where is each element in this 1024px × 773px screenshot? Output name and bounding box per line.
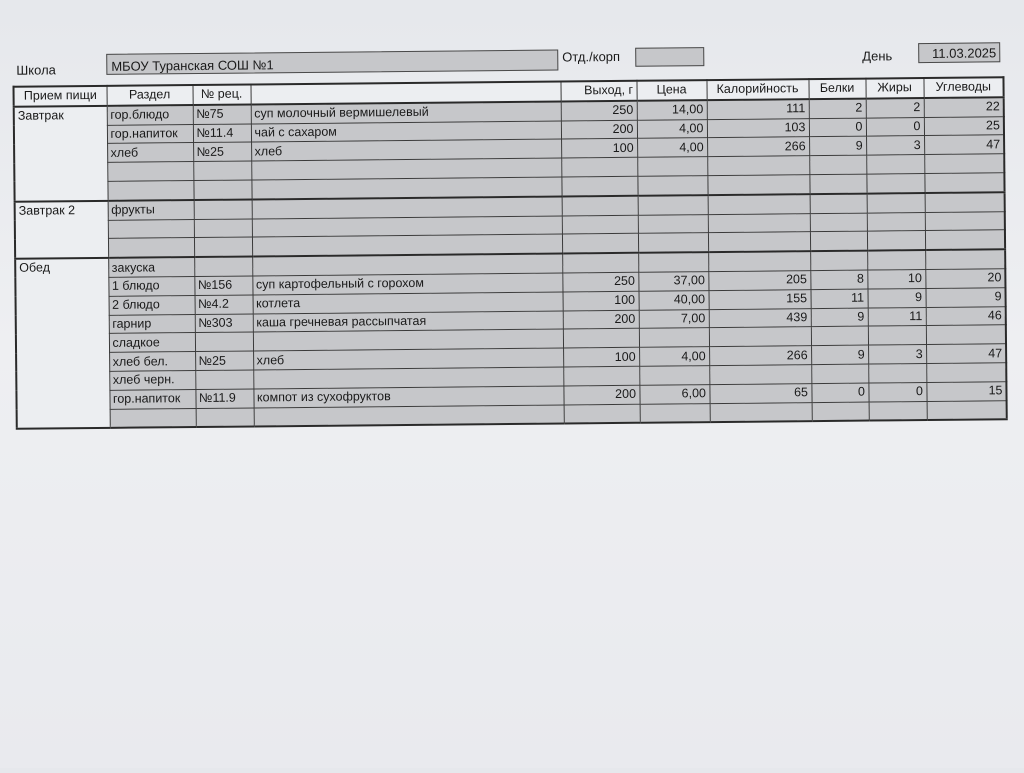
- weight-cell: [564, 404, 640, 424]
- carbs-cell: 47: [926, 344, 1006, 364]
- col-header-protein: Белки: [808, 79, 865, 99]
- price-cell: 4,00: [639, 347, 709, 366]
- weight-cell: [563, 329, 639, 349]
- fat-cell: [867, 212, 925, 231]
- carbs-cell: 47: [924, 135, 1004, 155]
- recipe-cell: [194, 237, 252, 257]
- kcal-cell: [709, 327, 811, 347]
- meal-name: Обед: [15, 258, 110, 429]
- protein-cell: 0: [811, 383, 868, 402]
- fat-cell: [867, 250, 925, 270]
- section-cell: закуска: [108, 257, 194, 277]
- carbs-cell: [925, 211, 1005, 231]
- section-cell: 1 блюдо: [108, 277, 194, 297]
- dept-field: [635, 47, 704, 67]
- protein-cell: 9: [811, 345, 868, 364]
- protein-cell: 11: [810, 289, 867, 308]
- protein-cell: [809, 155, 866, 174]
- day-field: 11.03.2025: [918, 42, 1000, 63]
- carbs-cell: 20: [925, 269, 1005, 289]
- weight-cell: [563, 366, 639, 386]
- weight-cell: [562, 234, 638, 254]
- carbs-cell: [924, 173, 1004, 193]
- section-cell: [108, 238, 194, 258]
- section-cell: гор.напиток: [109, 389, 195, 409]
- meal-name: Завтрак 2: [15, 201, 109, 259]
- kcal-cell: [708, 213, 810, 233]
- recipe-cell: [195, 332, 253, 351]
- kcal-cell: 155: [708, 289, 810, 309]
- col-header-meal: Прием пищи: [14, 86, 107, 107]
- protein-cell: 8: [810, 270, 867, 289]
- kcal-cell: [708, 194, 810, 214]
- carbs-cell: [927, 400, 1007, 420]
- dish-cell: хлеб: [251, 139, 561, 161]
- col-header-weight: Выход, г: [560, 81, 636, 102]
- dish-cell: чай с сахаром: [251, 121, 561, 143]
- recipe-cell: №11.4: [193, 124, 251, 143]
- dish-cell: котлета: [253, 292, 563, 314]
- recipe-cell: [196, 408, 254, 428]
- protein-cell: 9: [811, 308, 868, 327]
- recipe-cell: №303: [195, 314, 253, 333]
- fat-cell: [868, 326, 926, 345]
- protein-cell: [810, 251, 867, 271]
- kcal-cell: 111: [707, 99, 809, 119]
- kcal-cell: [707, 175, 809, 195]
- section-cell: фрукты: [108, 200, 194, 220]
- fat-cell: [868, 363, 926, 382]
- col-header-kcal: Калорийность: [706, 79, 808, 100]
- weight-cell: 100: [563, 347, 639, 367]
- protein-cell: [810, 231, 867, 251]
- recipe-cell: [194, 199, 252, 219]
- carbs-cell: [925, 230, 1005, 250]
- price-cell: [640, 403, 710, 423]
- weight-cell: [561, 157, 637, 177]
- weight-cell: [562, 253, 638, 273]
- fat-cell: [867, 231, 925, 251]
- recipe-cell: №75: [193, 104, 251, 124]
- recipe-cell: [195, 370, 253, 389]
- carbs-cell: 15: [926, 381, 1006, 401]
- fat-cell: 0: [868, 382, 926, 401]
- school-label: Школа: [16, 62, 56, 78]
- col-header-fat: Жиры: [865, 78, 923, 98]
- kcal-cell: 65: [709, 383, 811, 403]
- kcal-cell: [708, 232, 810, 252]
- protein-cell: 0: [809, 118, 866, 137]
- price-cell: [638, 233, 708, 253]
- dish-cell: каша гречневая рассыпчатая: [253, 311, 563, 333]
- col-header-section: Раздел: [107, 85, 193, 106]
- price-cell: 14,00: [637, 100, 707, 120]
- protein-cell: 9: [809, 136, 866, 155]
- weight-cell: 200: [563, 385, 639, 405]
- price-cell: [638, 252, 708, 272]
- price-cell: 6,00: [639, 384, 709, 403]
- school-field: МБОУ Туранская СОШ №1: [106, 50, 558, 75]
- section-cell: гор.напиток: [107, 124, 193, 144]
- fat-cell: 3: [866, 136, 924, 155]
- carbs-cell: 9: [925, 288, 1005, 308]
- carbs-cell: 22: [924, 97, 1004, 117]
- kcal-cell: 266: [709, 346, 811, 366]
- kcal-cell: [708, 251, 810, 271]
- price-cell: 40,00: [638, 290, 708, 309]
- dish-cell: [254, 405, 564, 427]
- section-cell: [107, 181, 193, 201]
- weight-cell: 250: [561, 101, 637, 121]
- protein-cell: [811, 326, 868, 345]
- protein-cell: [810, 193, 867, 213]
- carbs-cell: 25: [924, 116, 1004, 136]
- recipe-cell: [194, 257, 252, 277]
- section-cell: сладкое: [109, 333, 195, 353]
- recipe-cell: №4.2: [195, 295, 253, 314]
- meal-name: Завтрак: [14, 106, 108, 202]
- fat-cell: 2: [866, 98, 924, 118]
- fat-cell: 9: [867, 288, 925, 307]
- protein-cell: [812, 402, 869, 422]
- fat-cell: [869, 401, 927, 421]
- protein-cell: [809, 174, 866, 194]
- weight-cell: 250: [562, 272, 638, 292]
- dish-cell: суп молочный вермишелевый: [251, 101, 561, 123]
- carbs-cell: [926, 363, 1006, 383]
- fat-cell: [866, 155, 924, 174]
- weight-cell: [562, 215, 638, 235]
- carbs-cell: [926, 325, 1006, 345]
- section-cell: хлеб черн.: [109, 370, 195, 390]
- carbs-cell: 46: [926, 306, 1006, 326]
- recipe-cell: [193, 161, 251, 180]
- recipe-cell: [193, 180, 251, 200]
- weight-cell: 200: [563, 310, 639, 330]
- price-cell: [637, 176, 707, 196]
- fat-cell: 10: [867, 269, 925, 288]
- col-header-recipe: № рец.: [192, 84, 250, 104]
- price-cell: [639, 366, 709, 385]
- section-cell: [108, 219, 194, 239]
- weight-cell: 200: [561, 120, 637, 140]
- kcal-cell: 205: [708, 271, 810, 291]
- protein-cell: [811, 364, 868, 383]
- section-cell: гарнир: [109, 314, 195, 334]
- recipe-cell: №25: [195, 351, 253, 370]
- menu-table: [12, 76, 1007, 430]
- section-cell: хлеб: [107, 143, 193, 163]
- kcal-cell: 103: [707, 118, 809, 138]
- recipe-cell: №25: [193, 142, 251, 161]
- weight-cell: 100: [561, 139, 637, 159]
- fat-cell: 11: [868, 307, 926, 326]
- recipe-cell: [194, 219, 252, 238]
- price-cell: [638, 214, 708, 233]
- dish-cell: компот из сухофруктов: [253, 386, 563, 408]
- carbs-cell: [925, 192, 1005, 212]
- recipe-cell: №156: [194, 276, 252, 295]
- price-cell: 4,00: [637, 119, 707, 138]
- kcal-cell: [707, 156, 809, 176]
- protein-cell: 2: [809, 98, 866, 118]
- kcal-cell: [710, 402, 812, 422]
- weight-cell: [562, 196, 638, 216]
- weight-cell: [561, 176, 637, 196]
- kcal-cell: 439: [709, 308, 811, 328]
- col-header-price: Цена: [636, 80, 706, 100]
- recipe-cell: №11.9: [195, 389, 253, 408]
- section-cell: [110, 408, 196, 428]
- weight-cell: 100: [562, 291, 638, 311]
- section-cell: гор.блюдо: [107, 105, 193, 125]
- section-cell: хлеб бел.: [109, 352, 195, 372]
- carbs-cell: [925, 249, 1005, 269]
- price-cell: [639, 328, 709, 347]
- fat-cell: 0: [866, 117, 924, 136]
- fat-cell: [866, 174, 924, 194]
- kcal-cell: [709, 365, 811, 385]
- day-label: День: [862, 48, 893, 64]
- protein-cell: [810, 213, 867, 232]
- section-cell: 2 блюдо: [109, 295, 195, 315]
- carbs-cell: [924, 154, 1004, 174]
- section-cell: [107, 162, 193, 182]
- dish-cell: суп картофельный с горохом: [252, 273, 562, 295]
- col-header-carbs: Углеводы: [923, 77, 1003, 98]
- dept-label: Отд./корп: [562, 48, 621, 65]
- price-cell: 4,00: [637, 138, 707, 157]
- kcal-cell: 266: [707, 137, 809, 157]
- price-cell: [638, 195, 708, 215]
- price-cell: 7,00: [639, 309, 709, 328]
- dish-cell: хлеб: [253, 348, 563, 370]
- fat-cell: [867, 193, 925, 213]
- price-cell: 37,00: [638, 272, 708, 291]
- price-cell: [637, 157, 707, 176]
- fat-cell: 3: [868, 345, 926, 364]
